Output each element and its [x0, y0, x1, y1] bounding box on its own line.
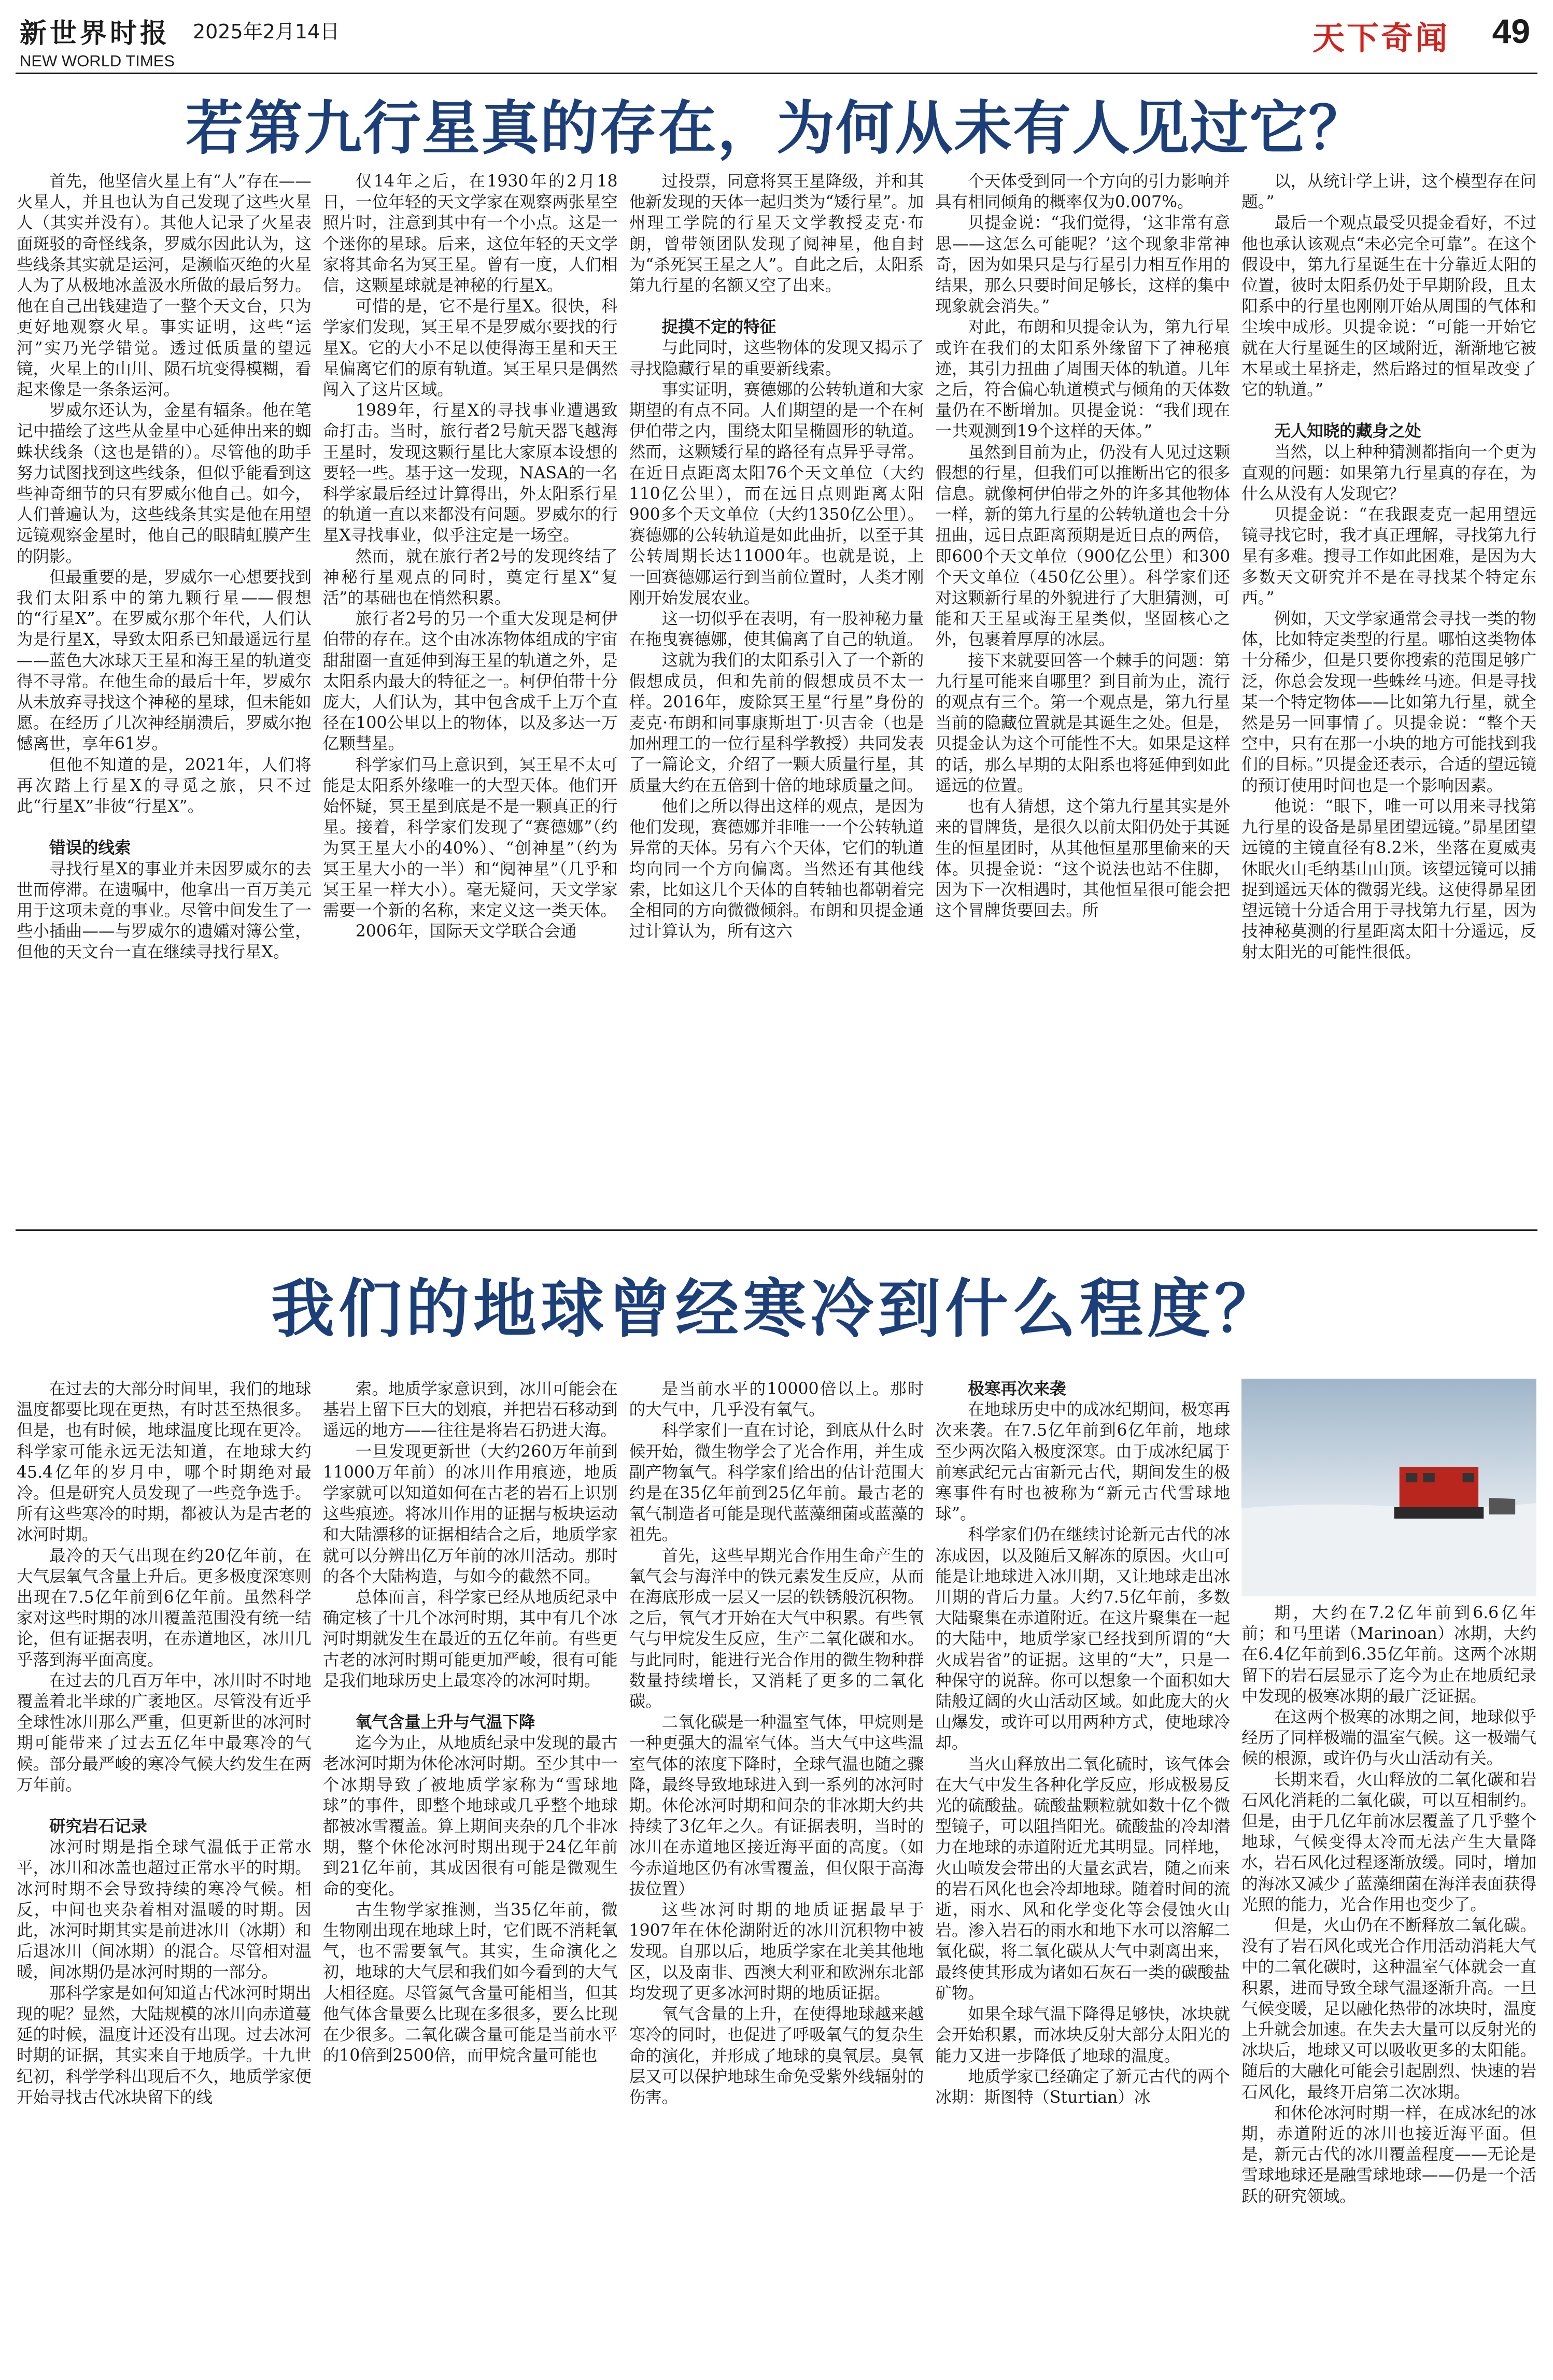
- subheading: 研究岩石记录: [49, 1817, 148, 1836]
- paragraph: 但最重要的是，罗威尔一心想要找到我们太阳系中的第九颗行星——假想的“行星X”。在罗威尔那个年代，人们认为是行星X，导致太阳系已知最遥远行星——蓝色大冰球天王星和海王星的轨道变得不寻常。在他生命的最后十年，罗威尔从未放弃寻找这个神秘的星球，但未能如愿。在经历了几次神经崩溃后，罗威尔抱憾离世，享年61岁。: [17, 568, 312, 754]
- paragraph: 古生物学家推测，当35亿年前，微生物刚出现在地球上时，它们既不消耗氧气，也不需要氧气。其实，生命演化之初，地球的大气层和我们如今看到的大气大相径庭。尽管氮气含量可能相当，但其他气体含量要么比现在多很多，要么比现在少很多。二氧化碳含量可能是当前水平的10倍到2500倍，而甲烷含量可能也: [322, 1900, 618, 2065]
- article2-column-5: [1241, 1379, 1536, 2369]
- article1-column-3: [629, 171, 924, 1208]
- article-divider: [16, 1229, 1537, 1231]
- paragraph: 事实证明，赛德娜的公转轨道和大家期望的有点不同。人们期望的是一个在柯伊伯带之内，围绕太阳呈椭圆形的轨道。然而，这颗矮行星的路径有点异乎寻常。在近日点距离太阳76个天文单位（大约110亿公里），而在远日点则距离太阳900多个天文单位（大约1350亿公里）。赛德娜的公转轨道是如此曲折，以至于其公转周期长达11000年。也就是说，上一回赛德娜运行到当前位置时，人类才刚刚开始发展农业。: [629, 380, 924, 607]
- paragraph: 如果全球气温下降得足够快，冰块就会开始积累，而冰块反射大部分太阳光的能力又进一步降低了地球的温度。: [935, 2005, 1231, 2065]
- subheading: 错误的线索: [49, 838, 131, 858]
- article1-title: 若第九行星真的存在，为何从未有人见过它？: [186, 94, 1367, 162]
- section-name: 天下奇闻: [1312, 19, 1449, 57]
- paragraph: 科学家们马上意识到，冥王星不太可能是太阳系外缘唯一的大型天体。他们开始怀疑，冥王星到底是不是一颗真正的行星。接着，科学家们发现了“赛德娜”（约为冥王星大小的40%）、“创神星”（约为冥王星大小的一半）和“阋神星”（几乎和冥王星一样大小）。毫无疑问，天文学家需要一个新的名称，来定义这一类天体。: [322, 755, 618, 920]
- article2-column-3: [629, 1379, 924, 2369]
- subheading: 无人知晓的藏身之处: [1274, 421, 1421, 441]
- article2-column-4: [935, 1379, 1230, 2369]
- paragraph: 当火山释放出二氧化硫时，该气体会在大气中发生各种化学反应，形成极易反光的硫酸盐。硫酸盐颗粒就如数十亿个微型镜子，可以阻挡阳光。硫酸盐的冷却潜力在地球的赤道附近尤其明显。同样地，火山喷发会带出的大量玄武岩，随之而来的岩石风化也会冷却地球。随着时间的流逝，雨水、风和化学变化等会侵蚀火山岩。渗入岩石的雨水和地下水可以溶解二氧化碳，将二氧化碳从大气中剥离出来，最终使其形成为诸如石灰石一类的碳酸盐矿物。: [935, 1754, 1231, 2003]
- paragraph: 寻找行星X的事业并未因罗威尔的去世而停滞。在遗嘱中，他拿出一百万美元用于这项未竟的事业。尽管中间发生了一些小插曲——与罗威尔的遗孀对簿公堂，但他的天文台一直在继续寻找行星X。: [17, 859, 312, 962]
- issue-date: 2025年2月14日: [193, 20, 340, 43]
- paragraph: 是当前水平的10000倍以上。那时的大气中，几乎没有氧气。: [629, 1380, 924, 1420]
- paragraph: 在过去的大部分时间里，我们的地球温度都要比现在更热，有时甚至热很多。但是，也有时候，地球温度比现在更冷。科学家可能永远无法知道，在地球大约45.4亿年的岁月中，哪个时期绝对最冷。但是研究人员发现了一些竞争选手。所有这些寒冷的时期，都被认为是古老的冰河时期。: [17, 1380, 312, 1545]
- article2-title: 我们的地球曾经寒冷到什么程度？: [271, 1271, 1282, 1346]
- antarctic-vehicle-image: [1241, 1379, 1536, 1596]
- paragraph: 当然，以上种种猜测都指向一个更为直观的问题：如果第九行星真的存在，为什么从没有人发现它？: [1241, 443, 1536, 503]
- paragraph: 对此，布朗和贝提金认为，第九行星或许在我们的太阳系外缘留下了神秘痕迹，其引力扭曲了周围天体的轨道。几年之后，符合偏心轨道模式与倾角的天体数量仍在不断增加。贝提金说：“我们现在一共观测到19个这样的天体。”: [935, 318, 1231, 441]
- snow-vehicle-photo: [1241, 1379, 1536, 1596]
- paragraph: 首先，这些早期光合作用生命产生的氧气会与海洋中的铁元素发生反应，从而在海底形成一层又一层的铁锈般沉积物。之后，氧气才开始在大气中积累。有些氧气与甲烷发生反应，生产二氧化碳和水。与此同时，能进行光合作用的微生物种群数量持续增长，又消耗了更多的二氧化碳。: [629, 1546, 924, 1711]
- paragraph: 仅14年之后，在1930年的2月18日，一位年轻的天文学家在观察两张星空照片时，注意到其中有一个小点。这是一个迷你的星球。后来，这位年轻的天文学家将其命名为冥王星。曾有一度，人们相信，这颗星球就是神秘的行星X。: [322, 172, 618, 295]
- article2-body: [17, 1379, 1536, 2369]
- paragraph: 但是，火山仍在不断释放二氧化碳。没有了岩石风化或光合作用活动消耗大气中的二氧化碳时，这种温室气体就会一直积累，进而导致全球气温逐渐升高。一旦气候变暖，足以融化热带的冰块时，温度上升就会加速。在失去大量可以反射光的冰块后，地球又可以吸收更多的太阳能。随后的大融化可能会引起剧烈、快速的岩石风化，最终开启第二次冰期。: [1241, 1916, 1536, 2102]
- paragraph: 罗威尔还认为，金星有辐条。他在笔记中描绘了这些从金星中心延伸出来的蜘蛛状线条（这也是错的）。尽管他的助手努力试图找到这些线条，但似乎能看到这些神奇细节的只有罗威尔他自己。如今，人们普遍认为，这些线条其实是他在用望远镜观察金星时，他自己的眼睛虹膜产生的阴影。: [17, 401, 312, 566]
- subheading: 氧气含量上升与气温下降: [355, 1712, 535, 1732]
- paragraph: 2006年，国际天文学联合会通: [355, 922, 577, 941]
- subheading: 捉摸不定的特征: [661, 317, 776, 337]
- paragraph: 但他不知道的是，2021年，人们将再次踏上行星X的寻觅之旅，只不过此“行星X”非彼“行星X”。: [17, 755, 312, 816]
- paragraph: 这些冰河时期的地质证据最早于1907年在休伦湖附近的冰川沉积物中被发现。自那以后，地质学家在北美其他地区，以及南非、西澳大利亚和欧洲东北部均发现了更多冰河时期的地质证据。: [629, 1901, 924, 2003]
- article2-column-2: [323, 1379, 618, 2369]
- page-number: 49: [1492, 12, 1530, 50]
- paragraph: 最后一个观点最受贝提金看好，不过他也承认该观点“未必完全可靠”。在这个假设中，第九行星诞生在十分靠近太阳的位置，彼时太阳系仍处于早期阶段，且太阳系中的行星也刚刚开始从周围的气体和尘埃中成形。贝提金说：“可能一开始它就在大行星诞生的区域附近，渐渐地它被木星或土星挤走，然后路过的恒星改变了它的轨道。”: [1241, 214, 1536, 400]
- paragraph: 迄今为止，从地质纪录中发现的最古老冰河时期为休伦冰河时期。至少其中一个冰期导致了被地质学家称为“雪球地球”的事件，即整个地球或几乎整个地球都被冰雪覆盖。算上期间夹杂的几个非冰期，整个休伦冰河时期出现于24亿年前到21亿年前，其成因很有可能是微观生命的变化。: [322, 1734, 618, 1899]
- paragraph: 旅行者2号的另一个重大发现是柯伊伯带的存在。这个由冰冻物体组成的宇宙甜甜圈一直延伸到海王星的轨道之外，是太阳系内最大的特征之一。柯伊伯带十分庞大，人们认为，其中包含成千上万个直径在100公里以上的物体，以及多达一万亿颗彗星。: [322, 610, 618, 754]
- paragraph: 那科学家是如何知道古代冰河时期出现的呢？显然，大陆规模的冰川向赤道蔓延的时候，温度计还没有出现。过去冰河时期的证据，其实来自于地质学。十九世纪初，科学学科出现后不久，地质学家便开始寻找古代冰块留下的线: [17, 1984, 312, 2107]
- paragraph: 地质学家已经确定了新元古代的两个冰期：斯图特（Sturtian）冰: [935, 2067, 1231, 2107]
- paragraph: 在这两个极寒的冰期之间，地球似乎经历了同样极端的温室气候。这一极端气候的根源，或许仍与火山活动有关。: [1241, 1708, 1536, 1768]
- paragraph: 氧气含量的上升，在使得地球越来越寒冷的同时，也促进了呼吸氧气的复杂生命的演化，并形成了地球的臭氧层。臭氧层又可以保护地球生命免受紫外线辐射的伤害。: [629, 2005, 924, 2107]
- paragraph: 虽然到目前为止，仍没有人见过这颗假想的行星，但我们可以推断出它的很多信息。就像柯伊伯带之外的许多其他物体一样，新的第九行星的公转轨道也会十分扭曲，远日点距离预期是近日点的两倍，即600个天文单位（900亿公里）和300个天文单位（450亿公里）。科学家们还对这颗新行星的外貌进行了大胆猜测，可能和天王星或海王星类似，坚固核心之外，包裹着厚厚的冰层。: [935, 443, 1231, 649]
- paragraph: 这一切似乎在表明，有一股神秘力量在拖曳赛德娜，使其偏离了自己的轨道。: [629, 610, 924, 649]
- paragraph: 可惜的是，它不是行星X。很快，科学家们发现，冥王星不是罗威尔要找的行星X。它的大小不足以使得海王星和天王星偏离它们的原有轨道。冥王星只是偶然闯入了这片区域。: [322, 297, 618, 400]
- paragraph: 过投票，同意将冥王星降级，并和其他新发现的天体一起归类为“矮行星”。加州理工学院的行星天文学教授麦克·布朗，曾带领团队发现了阋神星，他自封为“杀死冥王星之人”。自此之后，太阳系第九行星的名额又空了出来。: [629, 172, 924, 295]
- paragraph: 总体而言，科学家已经从地质纪录中确定核了十几个冰河时期，其中有几个冰河时期就发生在最近的五亿年前。有些更古老的冰河时期可能更加严峻，很有可能是我们地球历史上最寒冷的冰河时期。: [322, 1588, 618, 1690]
- paragraph: 索。地质学家意识到，冰川可能会在基岩上留下巨大的划痕，并把岩石移动到遥远的地方——往往是将岩石扔进大海。: [322, 1380, 618, 1440]
- paragraph: 他们之所以得出这样的观点，是因为他们发现，赛德娜并非唯一一个公转轨道异常的天体。另有六个天体，它们的轨道均向同一个方向偏离。当然还有其他线索，比如这几个天体的自转轴也都朝着完全相同的方向微微倾斜。布朗和贝提金通过计算认为，所有这六: [629, 797, 924, 941]
- paragraph: 与此同时，这些物体的发现又揭示了寻找隐藏行星的重要新线索。: [629, 338, 924, 378]
- paragraph: 他说：“眼下，唯一可以用来寻找第九行星的设备是昴星团望远镜。”昴星团望远镜的主镜直径有8.2米，坐落在夏威夷休眠火山毛纳基山山顶。该望远镜可以捕捉到遥远天体的微弱光线。这使得昴星团望远镜十分适合用于寻找第九行星，因为技神秘莫测的行星距离太阳十分遥远，反射太阳光的可能性很低。: [1241, 797, 1536, 962]
- paragraph: 二氧化碳是一种温室气体，甲烷则是一种更强大的温室气体。当大气中这些温室气体的浓度下降时，全球气温也随之骤降，最终导致地球进入到一系列的冰河时期。休伦冰河时期和间杂的非冰期大约共持续了3亿年之久。有证据表明，当时的冰川在赤道地区接近海平面的高度。（如今赤道地区仍有冰雪覆盖，但仅限于高海拔位置）: [629, 1713, 924, 1899]
- paragraph: 科学家们一直在讨论，到底从什么时候开始，微生物学会了光合作用，并生成副产物氧气。科学家们给出的估计范围大约是在35亿年前到25亿年前。最古老的氧气制造者可能是现代蓝藻细菌或蓝藻的祖先。: [629, 1421, 924, 1545]
- paragraph: 贝提金说：“我们觉得，‘这非常有意思——这怎么可能呢？’这个现象非常神奇，因为如果只是与行星引力相互作用的结果，那么只要时间足够长，这样的集中现象就会消失。”: [935, 214, 1231, 316]
- article2-column-1: [17, 1379, 312, 2369]
- paragraph: 科学家们仍在继续讨论新元古代的冰冻成因，以及随后又解冻的原因。火山可能是让地球进入冰川期，又让地球走出冰川期的背后力量。大约7.5亿年前，多数大陆聚集在赤道附近。在这片聚集在一起的大陆中，地质学家已经找到所谓的“大火成岩省”的证据。这里的“大”，只是一种保守的说辞。你可以想象一个面积如大陆般辽阔的火山活动区域。如此庞大的火山爆发，或许可以用两种方式，使地球冷却。: [935, 1525, 1231, 1753]
- paragraph: 和休伦冰河时期一样，在成冰纪的冰期，赤道附近的冰川也接近海平面。但是，新元古代的冰川覆盖程度——无论是雪球地球还是融雪球地球——仍是一个活跃的研究领域。: [1241, 2103, 1536, 2206]
- article1-body: [17, 171, 1536, 1208]
- paragraph: 期，大约在7.2亿年前到6.6亿年前；和马里诺（Marinoan）冰期，大约在6.4亿年前到6.35亿年前。这两个冰期留下的岩石层显示了迄今为止在地质纪录中发现的极寒冰期的最广泛证据。: [1241, 1604, 1536, 1706]
- paragraph: 首先，他坚信火星上有“人”存在——火星人，并且也认为自己发现了这些火星人（其实并没有）。其他人记录了火星表面斑驳的奇怪线条，罗威尔因此认为，这些线条其实就是运河，是濒临灭绝的火星人为了从极地冰盖汲水所做的最后努力。他在自己出钱建造了一整个天文台，只为更好地观察火星。事实证明，这些“运河”实乃光学错觉。透过低质量的望远镜，火星上的山川、陨石坑变得模糊，看起来像是一条条运河。: [17, 172, 312, 400]
- paragraph: 在地球历史中的成冰纪期间，极寒再次来袭。在7.5亿年前到6亿年前，地球至少两次陷入极度深寒。由于成冰纪属于前寒武纪元古宙新元古代，期间发生的极寒事件有时也被称为“新元古代雪球地球”。: [935, 1400, 1231, 1524]
- paragraph: 最冷的天气出现在约20亿年前，在大气层氧气含量上升后。更多极度深寒则出现在7.5亿年前到6亿年前。虽然科学家对这些时期的冰川覆盖范围没有统一结论，但有证据表明，在赤道地区，冰川几乎落到海平面高度。: [17, 1546, 312, 1669]
- newspaper-english-name: NEW WORLD TIMES: [20, 52, 175, 70]
- article1-column-5: [1241, 171, 1536, 1208]
- paragraph: 接下来就要回答一个棘手的问题：第九行星可能来自哪里？到目前为止，流行的观点有三个。第一个观点是，第九行星当前的隐藏位置就是其诞生之处。但是，贝提金认为这个可能性不大。如果是这样的话，那么早期的太阳系也将延伸到如此遥远的位置。: [935, 651, 1231, 795]
- article1-column-4: [935, 171, 1230, 1208]
- header-rule: [16, 73, 1537, 74]
- paragraph: 然而，就在旅行者2号的发现终结了神秘行星观点的同时，奠定行星X“复活”的基础也在悄然积累。: [322, 547, 618, 608]
- paragraph: 长期来看，火山释放的二氧化碳和岩石风化消耗的二氧化碳，可以互相制约。但是，由于几亿年前冰层覆盖了几乎整个地球，气候变得太冷而无法产生大量降水，岩石风化过程逐渐放缓。同时，增加的海冰又减少了蓝藻细菌在海洋表面获得光照的能力，光合作用也变少了。: [1241, 1770, 1536, 1914]
- paragraph: 一旦发现更新世（大约260万年前到11000万年前）的冰川作用痕迹，地质学家就可以知道如何在古老的岩石上识别这些痕迹。将冰川作用的证据与板块运动和大陆漂移的证据相结合之后，地质学家就可以分辨出亿万年前的冰川活动。那时的各个大陆构造，与如今的截然不同。: [322, 1442, 618, 1586]
- newspaper-logo: 新世界时报: [20, 18, 171, 49]
- paragraph: 这就为我们的太阳系引入了一个新的假想成员，但和先前的假想成员不太一样。2016年，废除冥王星“行星”身份的麦克·布朗和同事康斯坦丁·贝吉金（也是加州理工的一位行星科学教授）共同发表了一篇论文，介绍了一颗大质量行星，其质量大约在五倍到十倍的地球质量之间。: [629, 651, 924, 795]
- paragraph: 例如，天文学家通常会寻找一类的物体，比如特定类型的行星。哪怕这类物体十分稀少，但是只要你搜索的范围足够广泛，你总会发现一些蛛丝马迹。但是寻找某一个特定物体——比如第九行星，就全然是另一回事情了。贝提金说：“整个天空中，只有在那一小块的地方可能找到我们的目标。”贝提金还表示，合适的望远镜的预订使用时间也是一个影响因素。: [1241, 610, 1536, 795]
- paragraph: 个天体受到同一个方向的引力影响并具有相同倾角的概率仅为0.007%。: [935, 172, 1231, 212]
- article1-column-1: [17, 171, 312, 1208]
- paragraph: 也有人猜想，这个第九行星其实是外来的冒牌货，是很久以前太阳仍处于其诞生的恒星团时，从其他恒星那里偷来的天体。贝提金说：“这个说法也站不住脚，因为下一次相遇时，其他恒星很可能会把这个冒牌货要回去。所: [935, 797, 1231, 920]
- paragraph: 冰河时期是指全球气温低于正常水平，冰川和冰盖也超过正常水平的时期。冰河时期不会导致持续的寒冷气候。相反，中间也夹杂着相对温暖的时期。因此，冰河时期其实是前进冰川（冰期）和后退冰川（间冰期）的混合。尽管相对温暖，间冰期仍是冰河时期的一部分。: [17, 1838, 312, 1982]
- subheading: 极寒再次来袭: [968, 1379, 1066, 1398]
- article1-column-2: [323, 171, 618, 1208]
- paragraph: 在过去的几百万年中，冰川时不时地覆盖着北半球的广袤地区。尽管没有近乎全球性冰川那么严重，但更新世的冰河时期可能带来了过去五亿年中最寒冷的气候。部分最严峻的寒冷气候大约发生在两万年前。: [17, 1671, 312, 1794]
- paragraph: 1989年，行星X的寻找事业遭遇致命打击。当时，旅行者2号航天器飞越海王星时，发现这颗行星比大家原本设想的要轻一些。基于这一发现，NASA的一名科学家最后经过计算得出，外太阳系行星的轨道一直以来都没有问题。罗威尔的行星X寻找事业，似乎注定是一场空。: [322, 401, 618, 545]
- paragraph: 以，从统计学上讲，这个模型存在问题。”: [1241, 172, 1536, 212]
- paragraph: 贝提金说：“在我跟麦克一起用望远镜寻找它时，我才真正理解，寻找第九行星有多难。搜寻工作如此困难，是因为大多数天文研究并不是在寻找某个特定东西。”: [1241, 505, 1536, 607]
